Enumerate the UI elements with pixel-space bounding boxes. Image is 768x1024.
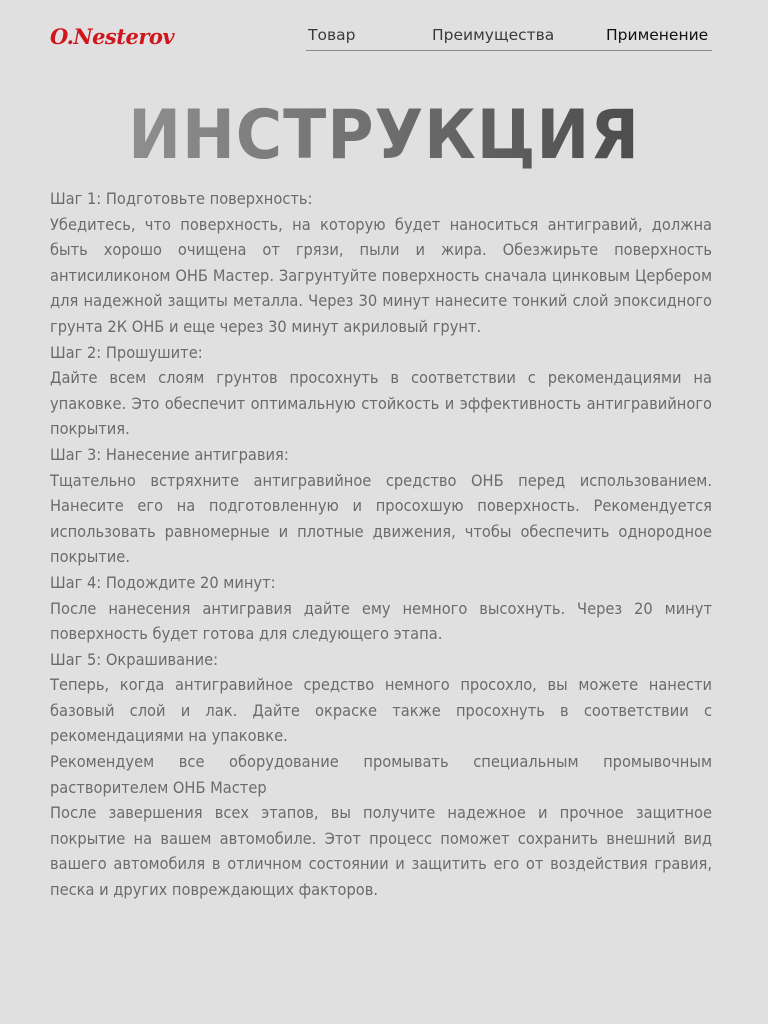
cleaning-recommendation: Рекомендуем все оборудование промывать специальным промывочным растворителем ОНБ Мастер	[50, 752, 712, 797]
top-nav	[306, 26, 712, 51]
nav-item-product[interactable]: Товар	[308, 26, 356, 44]
instruction-text	[50, 186, 712, 903]
nav-item-advantages[interactable]: Преимущества	[432, 26, 555, 44]
conclusion-text: После завершения всех этапов, вы получите надежное и прочное защитное покрытие на вашем автомобиле. Этот процесс поможет сохранить внешний вид вашего автомобиля в отличном состоянии и защитить его от воздействия гравия, песка и других повреждающих факторов.	[50, 803, 712, 900]
step-1-heading: Шаг 1: Подготовьте поверхность:	[50, 189, 313, 208]
brand-logo[interactable]: O.Nesterov	[50, 23, 175, 49]
step-5-text: Теперь, когда антигравийное средство немного просохло, вы можете нанести базовый слой и лак. Дайте окраске также просохнуть в соответствии с рекомендациями на упаковке.	[50, 675, 712, 746]
step-3-text: Тщательно встряхните антигравийное средство ОНБ перед использованием. Нанесите его на подготовленную и просохшую поверхность. Рекомендуется использовать равномерные и плотные движения, чтобы обеспечить однородное покрытие.	[50, 470, 712, 567]
step-4-heading: Шаг 4: Подождите 20 минут:	[50, 572, 276, 592]
nav-item-application[interactable]: Применение	[606, 26, 709, 44]
step-2-text: Дайте всем слоям грунтов просохнуть в соответствии с рекомендациями на упаковке. Это обеспечит оптимальную стойкость и эффективность антигравийного покрытия.	[50, 368, 712, 439]
step-1-text: Убедитесь, что поверхность, на которую будет наноситься антигравий, должна быть хорошо очищена от грязи, пыли и жира. Обезжирьте поверхность антисиликоном ОНБ Мастер. Загрунтуйте поверхность сначала цинковым Цербером для надежной защиты металла. Через 30 минут нанесите тонкий слой эпоксидного грунта 2К ОНБ и еще через 30 минут акриловый грунт.	[50, 214, 712, 336]
page-title: ИНСТРУКЦИЯ	[27, 96, 741, 176]
step-2-heading: Шаг 2: Прошушите:	[50, 342, 203, 362]
step-3-heading: Шаг 3: Нанесение антигравия:	[50, 444, 289, 464]
step-5-heading: Шаг 5: Окрашивание:	[50, 649, 219, 669]
step-4-text: После нанесения антигравия дайте ему немного высохнуть. Через 20 минут поверхность будет готова для следующего этапа.	[50, 598, 712, 644]
